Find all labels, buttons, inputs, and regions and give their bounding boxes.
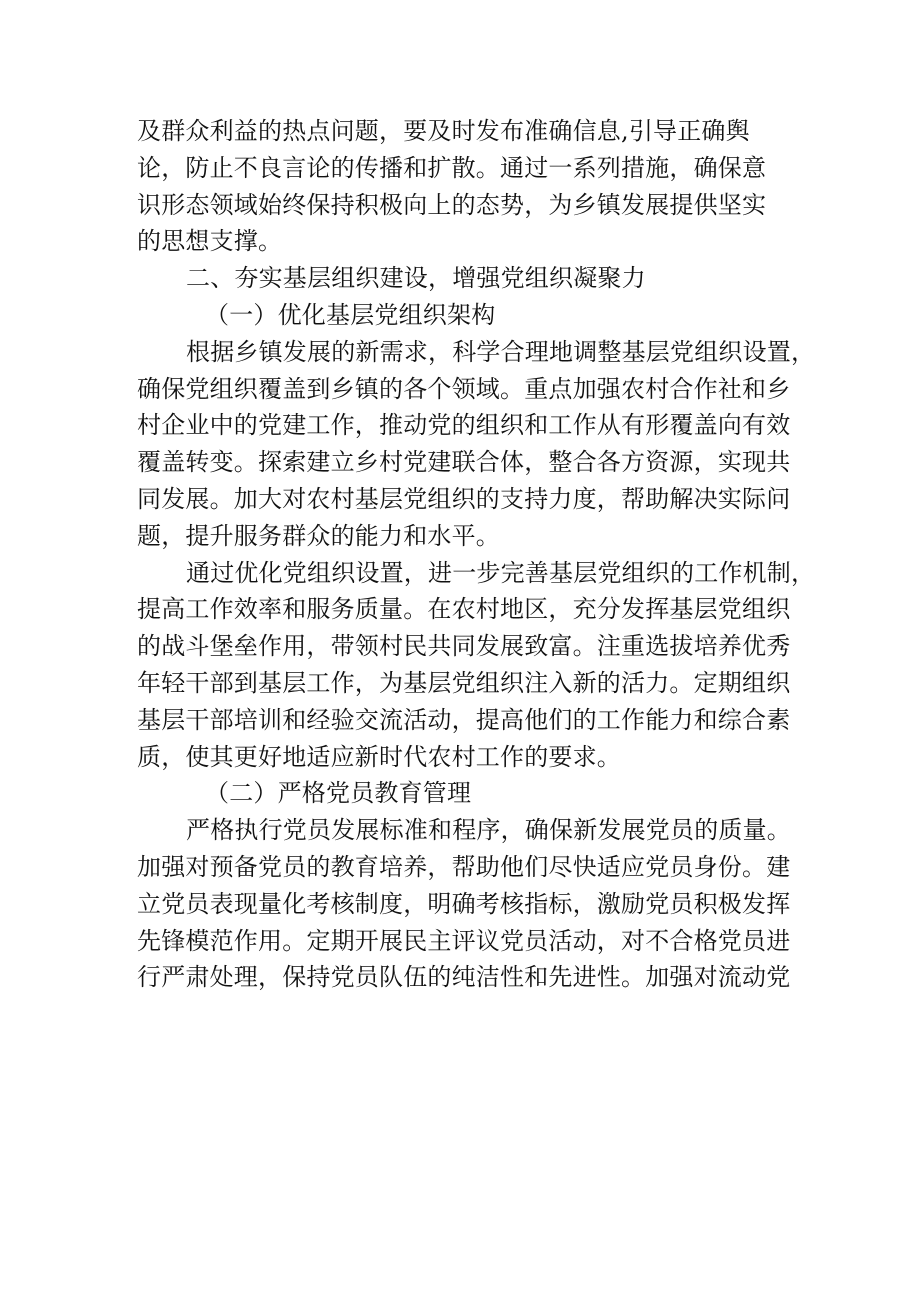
paragraph-line: 同发展。加大对农村基层党组织的支持力度，帮助解决实际问 — [137, 484, 791, 513]
paragraph-line: 村企业中的党建工作，推动党的组织和工作从有形覆盖向有效 — [137, 411, 791, 440]
paragraph-line: 根据乡镇发展的新需求，科学合理地调整基层党组织设置， — [186, 337, 816, 366]
paragraph-line: 确保党组织覆盖到乡镇的各个领域。重点加强农村合作社和乡 — [137, 374, 791, 403]
document-body — [137, 113, 816, 996]
paragraph-line: 严格执行党员发展标准和程序，确保新发展党员的质量。 — [186, 816, 791, 845]
section-heading: 二、夯实基层组织建设，增强党组织凝聚力 — [186, 264, 646, 293]
paragraph-line: 行严肃处理，保持党员队伍的纯洁性和先进性。加强对流动党 — [137, 963, 791, 992]
paragraph-line: 识形态领域始终保持积极向上的态势，为乡镇发展提供坚实 — [137, 190, 767, 219]
paragraph-line: 先锋模范作用。定期开展民主评议党员活动，对不合格党员进 — [137, 926, 791, 955]
paragraph-line: 的战斗堡垒作用，带领村民共同发展致富。注重选拔培养优秀 — [137, 632, 791, 661]
paragraph-line: 质，使其更好地适应新时代农村工作的要求。 — [137, 742, 621, 771]
paragraph-line: 的思想支撑。 — [137, 227, 283, 256]
paragraph-line: 论，防止不良言论的传播和扩散。通过一系列措施，确保意 — [137, 153, 767, 182]
paragraph-line: 提高工作效率和服务质量。在农村地区，充分发挥基层党组织 — [137, 595, 791, 624]
paragraph-line: 题，提升服务群众的能力和水平。 — [137, 521, 500, 550]
paragraph-line: 通过优化党组织设置，进一步完善基层党组织的工作机制， — [186, 558, 816, 587]
paragraph-line: 基层干部培训和经验交流活动，提高他们的工作能力和综合素 — [137, 705, 791, 734]
paragraph-line: 立党员表现量化考核制度，明确考核指标，激励党员积极发挥 — [137, 889, 791, 918]
paragraph-line: 及群众利益的热点问题，要及时发布准确信息,引导正确舆 — [137, 117, 750, 145]
subsection-heading: （一）优化基层党组织架构 — [205, 300, 496, 329]
paragraph-line: 覆盖转变。探索建立乡村党建联合体，整合各方资源，实现共 — [137, 448, 791, 477]
subsection-heading: （二）严格党员教育管理 — [205, 779, 472, 808]
paragraph-line: 年轻干部到基层工作，为基层党组织注入新的活力。定期组织 — [137, 668, 791, 697]
paragraph-line: 加强对预备党员的教育培养，帮助他们尽快适应党员身份。建 — [137, 852, 791, 881]
